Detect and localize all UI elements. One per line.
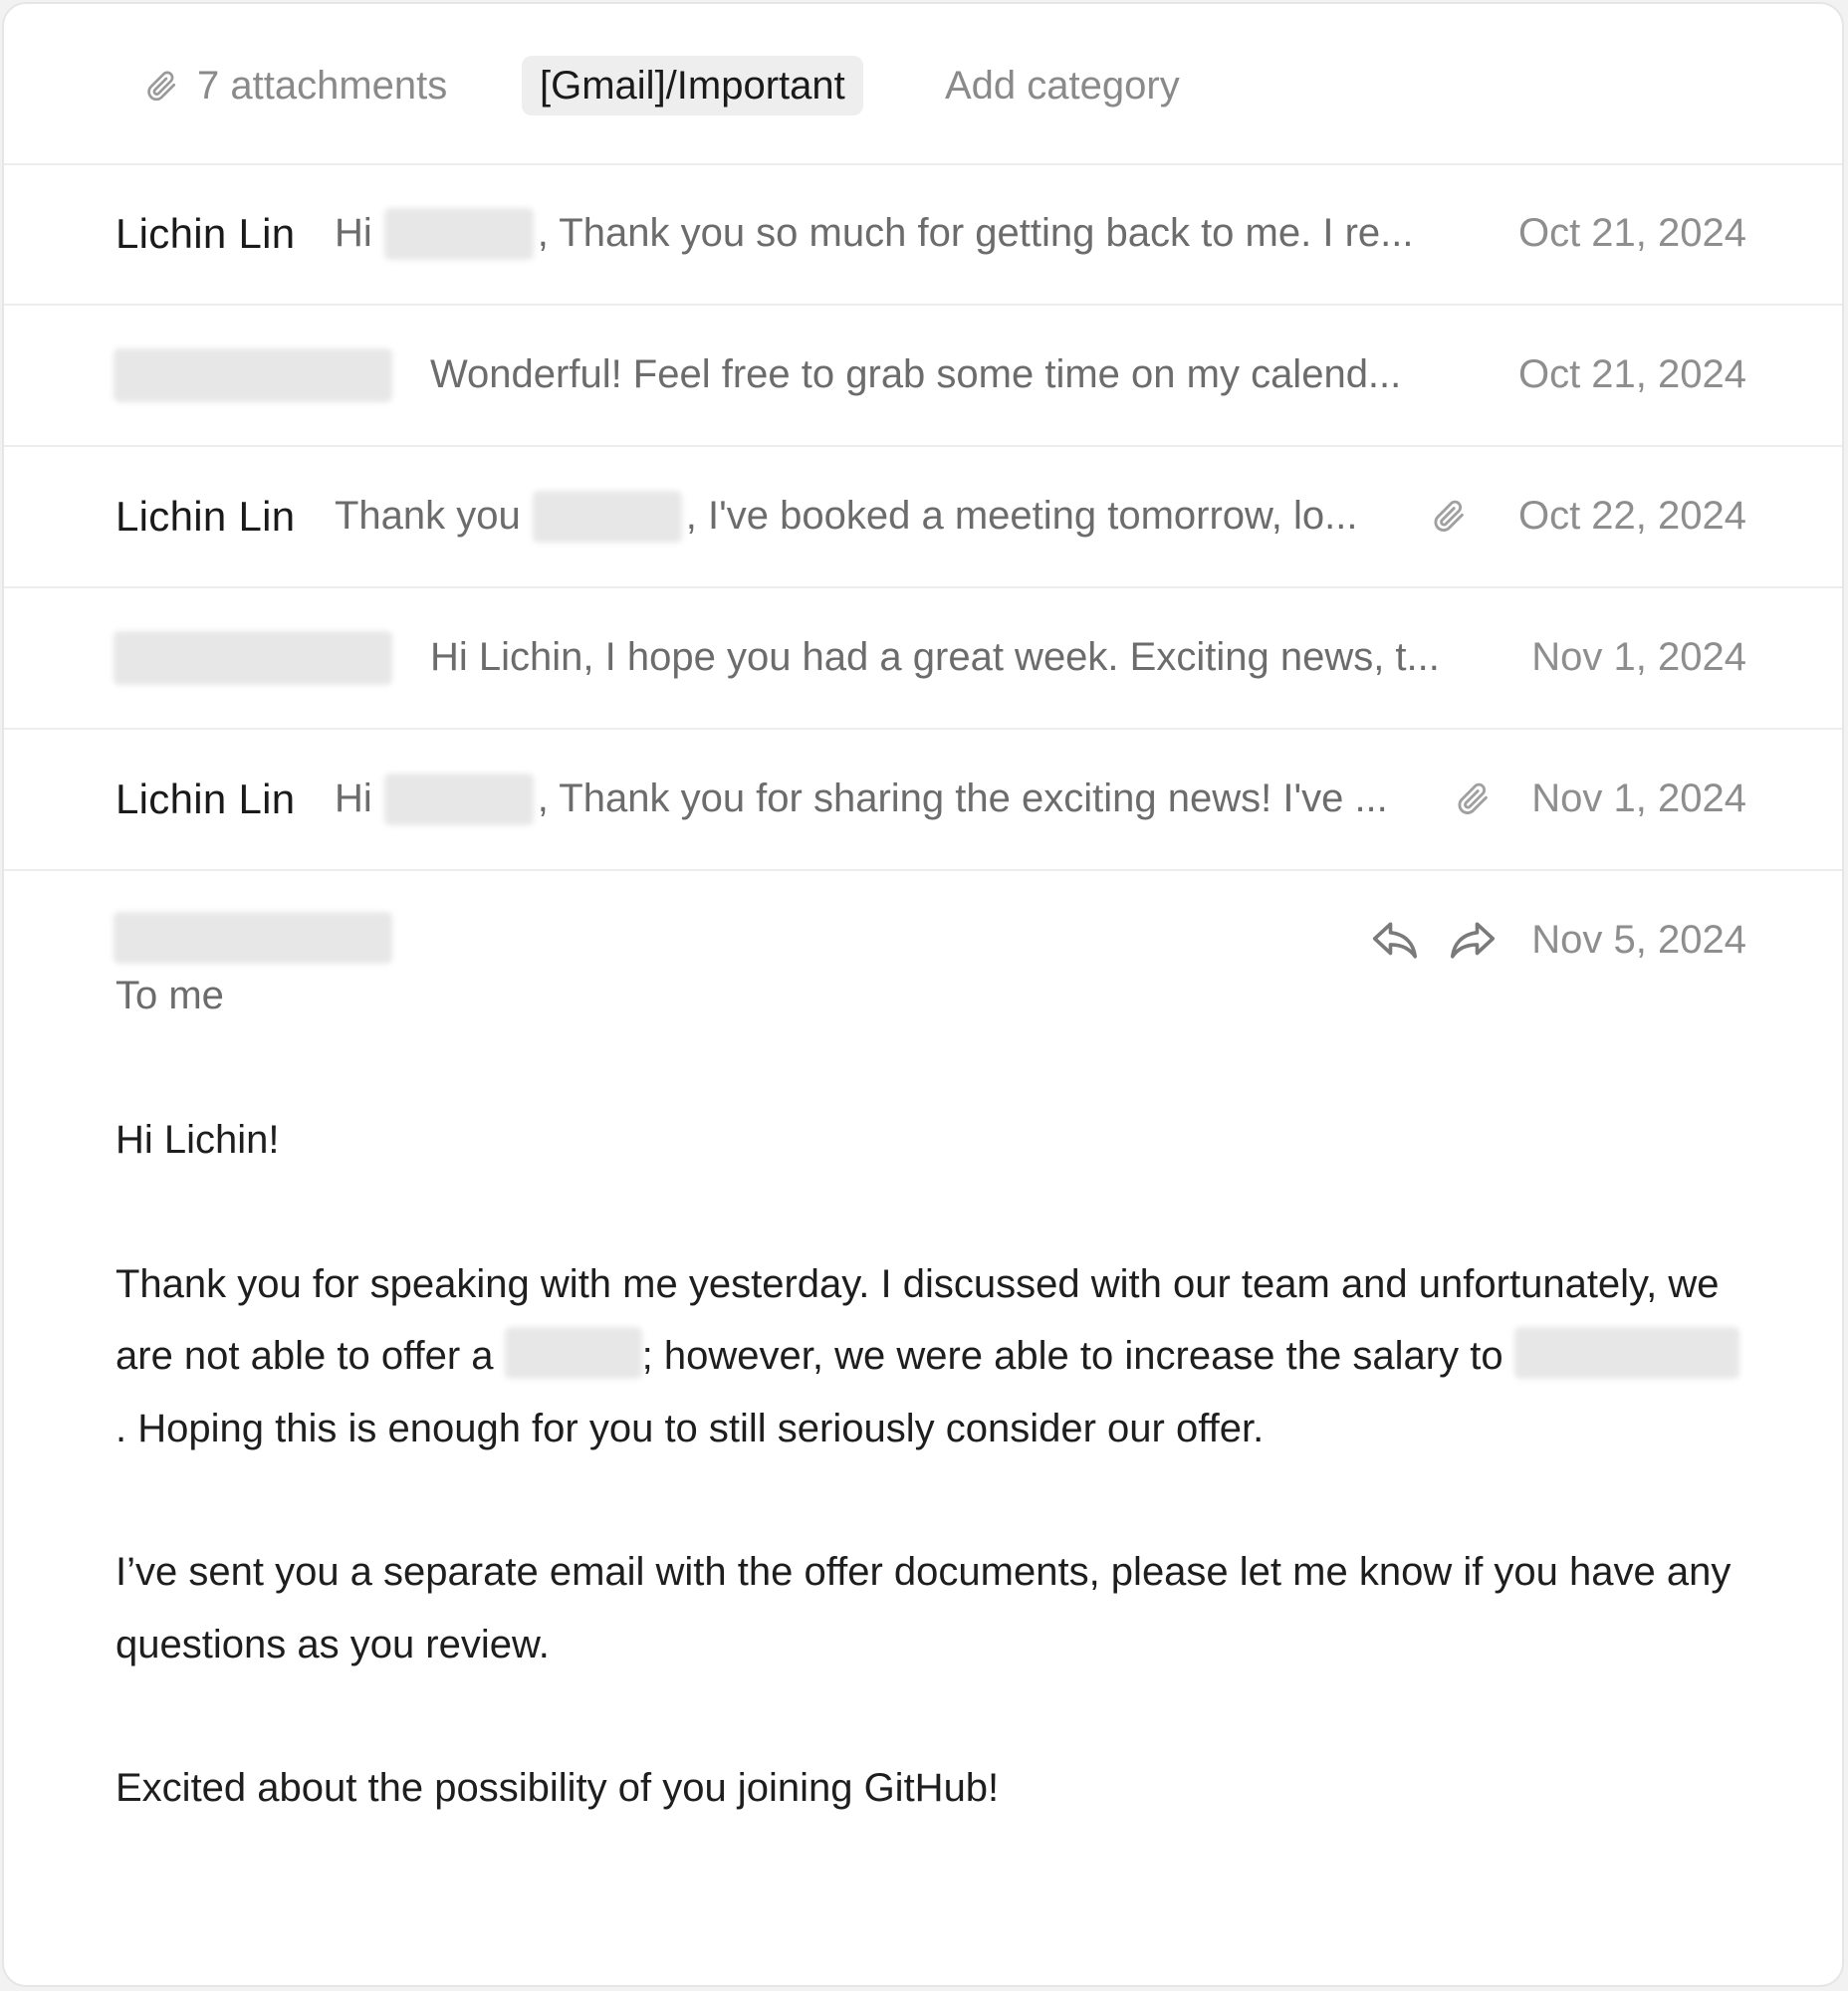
message-actions [1368, 910, 1746, 970]
message-date: Nov 1, 2024 [1531, 776, 1746, 820]
body-text: Thank you for speaking with me yesterday. I discussed with our team and unfortunately, we are not able to offer a [116, 1261, 1720, 1378]
thread-row[interactable] [4, 446, 1842, 588]
redacted-name [533, 491, 682, 543]
snippet-text: Hi [335, 776, 372, 820]
paperclip-icon [1454, 778, 1492, 818]
message-snippet [430, 305, 1401, 445]
message-date: Oct 22, 2024 [1517, 494, 1746, 538]
sender-name: Lichin Lin [116, 492, 296, 540]
message-snippet [335, 163, 1413, 304]
reply-icon[interactable] [1368, 913, 1422, 967]
attachments-label: 7 attachments [197, 63, 448, 108]
add-category-button[interactable]: Add category [945, 63, 1180, 108]
redacted-sender [114, 348, 392, 402]
snippet-text: , Thank you so much for getting back to me. I re... [537, 211, 1414, 255]
paperclip-icon [143, 68, 179, 104]
snippet-text: Thank you [335, 494, 521, 538]
sender-name: Lichin Lin [116, 209, 296, 257]
snippet-text: Hi Lichin, I hope you had a great week. Exciting news, t... [430, 635, 1440, 679]
greeting: Hi Lichin! [116, 1118, 280, 1162]
thread-row[interactable] [4, 587, 1842, 730]
thread-row[interactable] [4, 729, 1842, 871]
message-date: Oct 21, 2024 [1517, 352, 1746, 396]
body-text: ; however, we were able to increase the salary to [641, 1334, 1503, 1378]
message-snippet [335, 729, 1388, 869]
thread-toolbar [4, 4, 1842, 165]
recipient-line: To me [116, 974, 224, 1017]
redacted-sender [114, 912, 392, 964]
message-date: Oct 21, 2024 [1517, 211, 1746, 255]
body-paragraph: Excited about the possibility of you joining GitHub! [116, 1766, 1000, 1810]
message-snippet [430, 587, 1440, 728]
message-date: Nov 1, 2024 [1531, 635, 1746, 679]
snippet-text: Hi [335, 211, 372, 255]
body-paragraph: I’ve sent you a separate email with the offer documents, please let me know if you have any questions as you review. [116, 1550, 1732, 1666]
message-body [116, 1104, 1748, 1896]
thread-row[interactable] [4, 305, 1842, 447]
redacted-name [384, 208, 534, 260]
sender-name: Lichin Lin [116, 774, 296, 822]
attachments-button[interactable] [143, 56, 447, 115]
email-thread-panel [2, 2, 1844, 1987]
snippet-text: , I've booked a meeting tomorrow, lo... [685, 494, 1358, 538]
redacted-sender [114, 631, 392, 685]
redacted-text [505, 1327, 642, 1379]
body-text: . Hoping this is enough for you to still seriously consider our offer. [116, 1406, 1265, 1450]
redacted-name [384, 774, 534, 825]
snippet-text: Wonderful! Feel free to grab some time on my calend... [430, 352, 1402, 396]
expanded-message [4, 870, 1842, 1985]
redacted-amount [1514, 1327, 1739, 1379]
snippet-text: , Thank you for sharing the exciting news! I've ... [537, 776, 1388, 820]
message-date: Nov 5, 2024 [1531, 917, 1746, 962]
message-snippet [335, 446, 1357, 586]
body-paragraph [116, 1248, 1748, 1465]
paperclip-icon [1430, 496, 1468, 536]
thread-row[interactable] [4, 163, 1842, 306]
label-chip-important[interactable]: [Gmail]/Important [522, 56, 863, 115]
forward-icon[interactable] [1446, 913, 1500, 967]
